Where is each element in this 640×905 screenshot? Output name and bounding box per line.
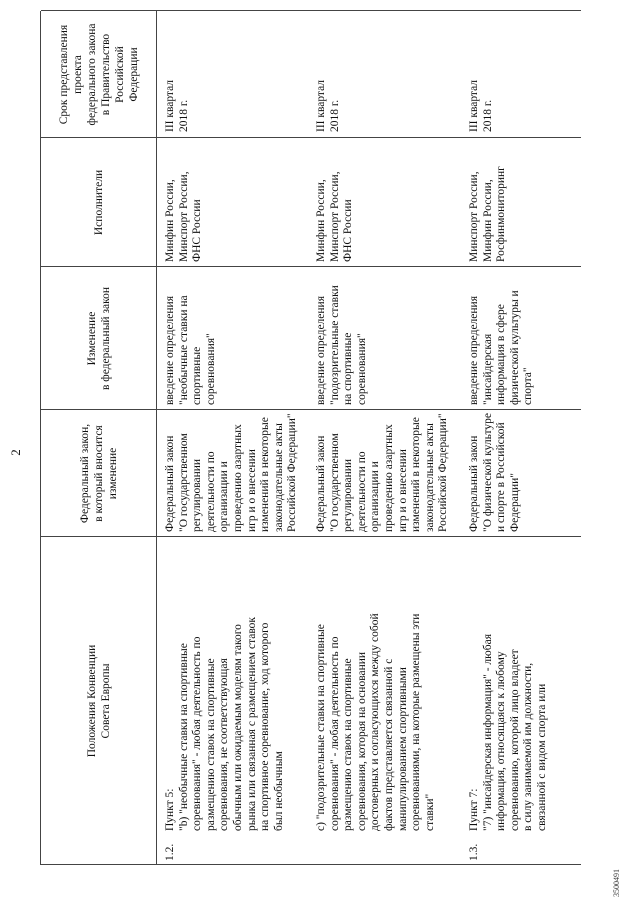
row-executors: Минфин России, Минспорт России, ФНС России bbox=[315, 171, 355, 262]
row-number: 1.3. bbox=[468, 843, 480, 861]
row-executors: Минспорт России, Минфин России, Росфинмониторинг bbox=[468, 166, 508, 262]
row-change: введение определения "инсайдерская информация в сфере физической культуры и спорта" bbox=[468, 290, 535, 405]
row-law: Федеральный закон "О государственном регулировании деятельности по организации и проведению азартных игр и о внесении изменений в некоторые законодательные акты Российской Федерации" bbox=[164, 413, 299, 532]
row-deadline: III квартал 2018 г. bbox=[315, 79, 341, 132]
row-provision: Пункт 7: "7) "инсайдерская информация" - любая информация, относящаяся к любому соревнованию, которой лицо владеет в силу занимаемой им должности, связанной с видом спорта или bbox=[468, 634, 548, 831]
legislation-table bbox=[40, 11, 581, 865]
header-executors-text: Исполнители bbox=[92, 169, 105, 236]
row-law: Федеральный закон "О государственном регулировании деятельности по организации и проведению азартных игр и о внесении изменений в некоторые законодательные акты Российской Федерации" bbox=[315, 413, 450, 532]
header-executors bbox=[41, 138, 156, 267]
row-executors: Минфин России, Минспорт России, ФНС России bbox=[164, 171, 204, 262]
row-change: введение определения "подозрительные ставки на спортивные соревнования" bbox=[315, 285, 368, 405]
header-provision-text: Положения Конвенции Совета Европы bbox=[85, 644, 112, 758]
row-law: Федеральный закон "О физической культуре и спорте в Российской Федерации" bbox=[468, 413, 521, 532]
row-deadline: III квартал 2018 г. bbox=[164, 79, 190, 132]
header-deadline-text: Срок представления проекта федерального закона в Правительство Российской Федерации bbox=[57, 23, 140, 126]
header-deadline bbox=[41, 11, 156, 138]
header-law-text: Федеральный закон, в который вносится изменение bbox=[78, 423, 119, 524]
page-number: 2 bbox=[8, 449, 23, 456]
header-law bbox=[41, 410, 156, 537]
row-provision: c) "подозрительные ставки на спортивные соревнования" - любая деятельность по размещению ставок на спортивные соревнования, которая на основании достоверных и согласующихся между собой фактов представляется связанной с манипулированием спортивными соревнованиями, на которые размещены эти ставки" bbox=[315, 613, 436, 831]
header-change-text: Изменение в федеральный закон bbox=[85, 286, 112, 391]
row-provision: Пункт 5: "b) "необычные ставки на спортивные соревнования" - любая деятельность по размещению ставок на спортивные соревнования, не соответствующая обычным или ожидаемым моделям такого рынка или связанная с размещением ставок на спортивное соревнование, ход которого был необычным bbox=[164, 616, 285, 831]
header-change bbox=[41, 267, 156, 410]
document-id: 3500491 bbox=[612, 869, 621, 897]
row-change: введение определения "необычные ставки на спортивные соревнования" bbox=[164, 295, 217, 405]
row-deadline: III квартал 2018 г. bbox=[468, 79, 494, 132]
header-provision bbox=[41, 537, 156, 865]
row-number: 1.2. bbox=[164, 843, 176, 861]
